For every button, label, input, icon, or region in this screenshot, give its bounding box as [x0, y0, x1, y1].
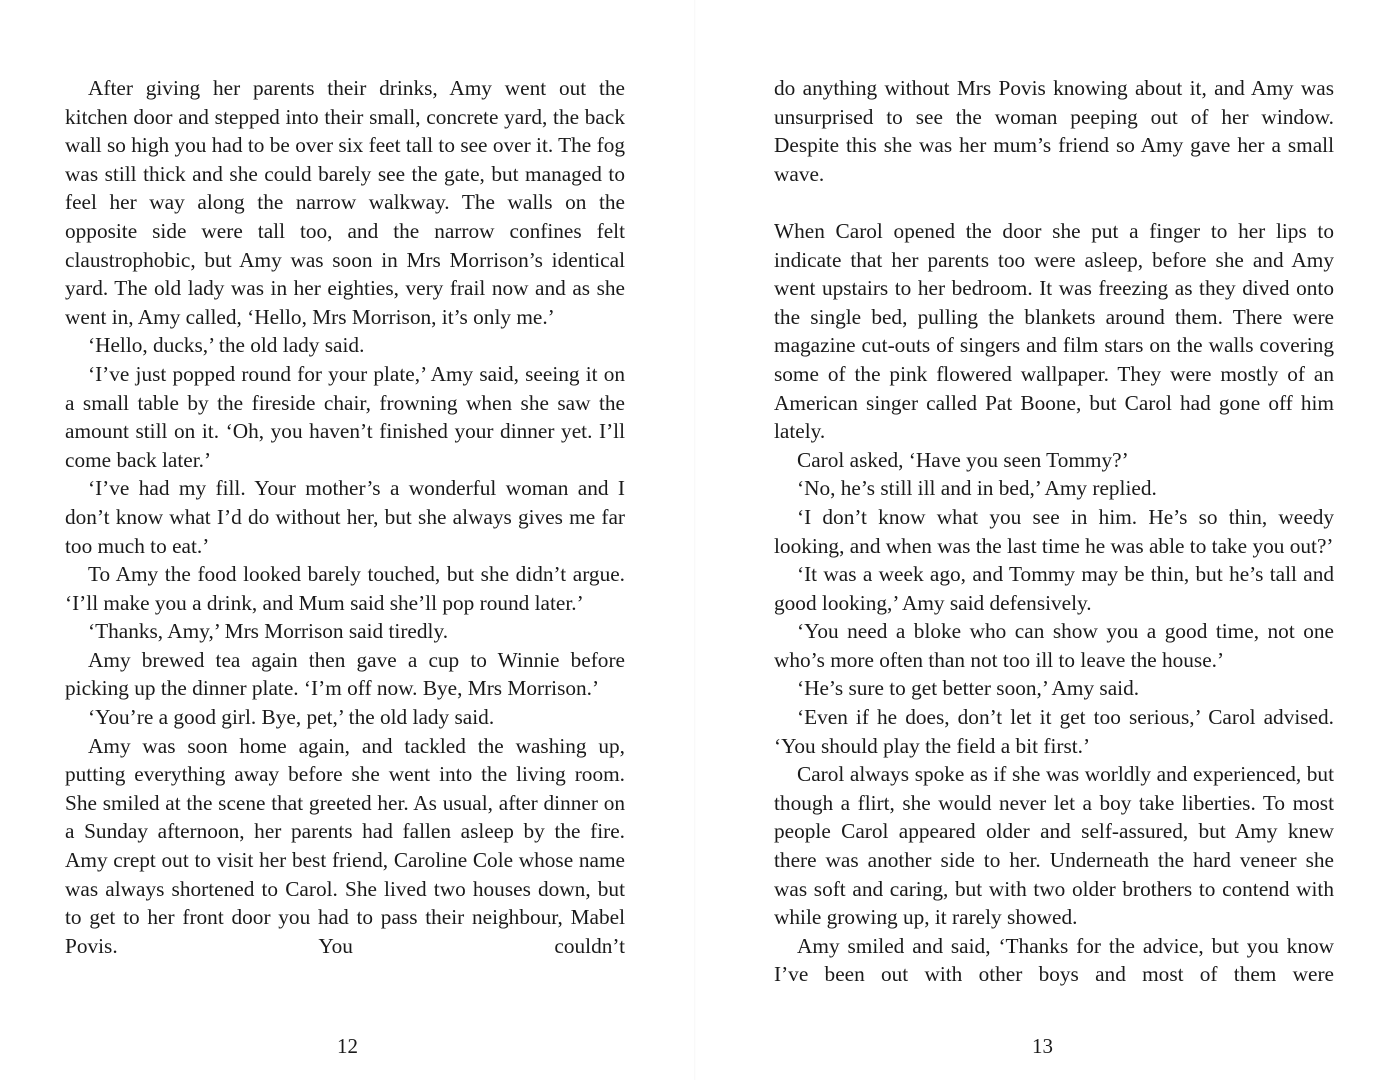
paragraph: ‘No, he’s still ill and in bed,’ Amy replied.	[797, 476, 1157, 501]
paragraph: ‘You’re a good girl. Bye, pet,’ the old lady said.	[88, 705, 495, 730]
paragraph: do anything without Mrs Povis knowing about it, and Amy was unsurprised to see the woman peeping out of her window. Despite this she was her mum’s friend so Amy gave her a small wave.	[774, 76, 1334, 186]
paragraph: ‘I’ve just popped round for your plate,’ Amy said, seeing it on a small table by the fireside chair, frowning when she saw the amount still on it. ‘Oh, you haven’t finished your dinner yet. I’ll come back later.’	[65, 361, 625, 472]
paragraph: ‘You need a bloke who can show you a good time, not one who’s more often than not too ill to leave the house.’	[774, 619, 1334, 672]
right-page	[695, 0, 1390, 1080]
paragraph: ‘I don’t know what you see in him. He’s so thin, weedy looking, and when was the last time he was able to take you out?’	[774, 504, 1334, 558]
left-page-text	[65, 74, 625, 960]
paragraph: ‘He’s sure to get better soon,’ Amy said.	[797, 676, 1140, 701]
paragraph: Carol always spoke as if she was worldly and experienced, but though a flirt, she would never let a boy take liberties. To most people Carol appeared older and self-assured, but Amy knew there was another side to her. Underneath the hard veneer she was soft and caring, but with two older brothers to contend with while growing up, it rarely showed.	[774, 762, 1334, 930]
page-number: 13	[1032, 1034, 1053, 1058]
right-page-text	[774, 74, 1334, 989]
paragraph: ‘Even if he does, don’t let it get too serious,’ Carol advised. ‘You should play the field a bit first.’	[774, 705, 1334, 758]
paragraph: When Carol opened the door she put a finger to her lips to indicate that her parents too were asleep, before she and Amy went upstairs to her bedroom. It was freezing as they dived onto the single bed, pulling the blankets around them. There were magazine cut-outs of singers and film stars on the walls covering some of the pink flowered wallpaper. They were mostly of an American singer called Pat Boone, but Carol had gone off him lately.	[774, 218, 1334, 444]
page-number: 12	[337, 1034, 358, 1058]
paragraph: ‘I’ve had my fill. Your mother’s a wonderful woman and I don’t know what I’d do without her, but she always gives me far too much to eat.’	[65, 476, 625, 558]
paragraph: Amy smiled and said, ‘Thanks for the advice, but you know I’ve been out with other boys and most of them were	[774, 933, 1334, 987]
paragraph: Amy brewed tea again then gave a cup to Winnie before picking up the dinner plate. ‘I’m off now. Bye, Mrs Morrison.’	[65, 647, 625, 701]
paragraph: ‘Hello, ducks,’ the old lady said.	[88, 333, 365, 358]
paragraph: Amy was soon home again, and tackled the washing up, putting everything away before she went into the living room. She smiled at the scene that greeted her. As usual, after dinner on a Sunday afternoon, her parents had fallen asleep by the fire. Amy crept out to visit her best friend, Caroline Cole whose name was always shortened to Carol. She lived two houses down, but to get to her front door you had to pass their neighbour, Mabel Povis. You couldn’t	[65, 733, 625, 958]
paragraph: Carol asked, ‘Have you seen Tommy?’	[797, 447, 1129, 472]
paragraph: To Amy the food looked barely touched, but she didn’t argue. ‘I’ll make you a drink, and Mum said she’ll pop round later.’	[65, 562, 625, 615]
paragraph: After giving her parents their drinks, Amy went out the kitchen door and stepped into their small, concrete yard, the back wall so high you had to be over six feet tall to see over it. The fog was still thick and she could barely see the gate, but managed to feel her way along the narrow walkway. The walls on the opposite side were tall too, and the narrow confines felt claustrophobic, but Amy was soon in Mrs Morrison’s identical yard. The old lady was in her eighties, very frail now and as she went in, Amy called, ‘Hello, Mrs Morrison, it’s only me.’	[65, 76, 625, 329]
paragraph: ‘It was a week ago, and Tommy may be thin, but he’s tall and good looking,’ Amy said defensively.	[774, 562, 1334, 615]
paragraph: ‘Thanks, Amy,’ Mrs Morrison said tiredly.	[88, 619, 449, 644]
